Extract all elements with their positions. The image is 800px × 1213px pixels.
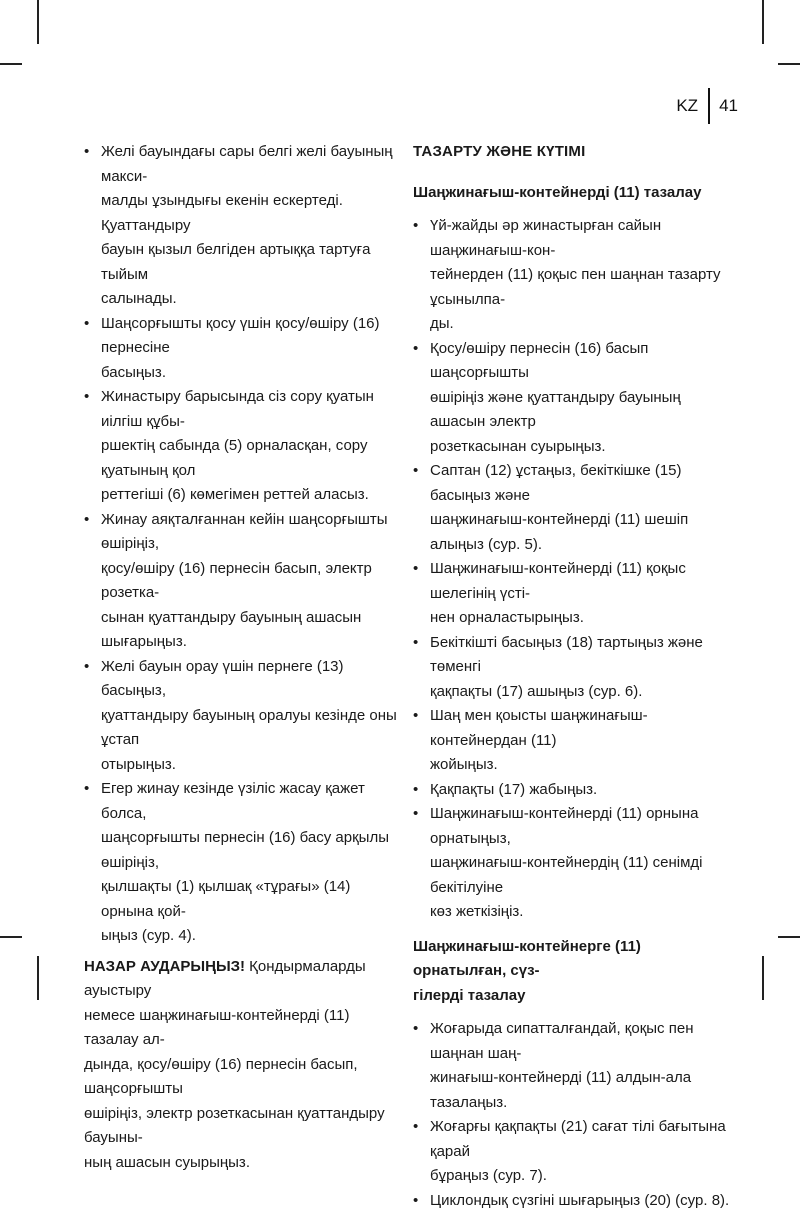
- list-item: • Шаңжинағыш-контейнерді (11) орнына орнатыңыз, шаңжинағыш-контейнердің (11) сенімді бекітілуіне көз жеткізіңіз.: [413, 802, 733, 925]
- notice-label: НАЗАР АУДАРЫҢЫЗ!: [84, 958, 245, 975]
- attention-notice: [84, 955, 402, 1176]
- filter-cleaning-list: [413, 1017, 733, 1213]
- list-item: • Үй-жайды әр жинастырған сайын шаңжинағыш-кон- тейнерден (11) қоқыс пен шаңнан тазарту ұсынылпа- ды.: [413, 214, 733, 337]
- list-item: • Саптан (12) ұстаңыз, бекіткішке (15) басыңыз және шаңжинағыш-контейнерді (11) шешіп алыңыз (сур. 5).: [413, 459, 733, 557]
- list-item: • Желі бауын орау үшін пернеге (13) басыңыз, қуаттандыру бауының оралуы кезінде оны ұстап отырыңыз.: [84, 655, 402, 778]
- page-header: [676, 88, 738, 124]
- crop-mark: [762, 0, 764, 44]
- notice-text: Қондырмаларды ауыстыру немесе шаңжинағыш-контейнерді (11) тазалау ал- дында, қосу/өшіру (16) пернесін басып, шаңсорғышты өшіріңіз, электр розеткасынан қуаттандыру бауыны- ның ашасын суырыңыз.: [84, 958, 385, 1171]
- crop-mark: [0, 63, 22, 65]
- list-item: • Шаң мен қоысты шаңжинағыш-контейнердан (11) жойыңыз.: [413, 704, 733, 778]
- list-item: • Егер жинау кезінде үзіліс жасау қажет болса, шаңсорғышты пернесін (16) басу арқылы өшіріңіз, қылшақты (1) қылшақ «тұрағы» (14) орнына қой- ыңыз (сур. 4).: [84, 777, 402, 949]
- crop-mark: [778, 936, 800, 938]
- list-item: • Желі бауындағы сары белгі желі бауының макси- малды ұзындығы екенін ескертеді. Қуаттандыру бауын қызыл белгіден артыққа тартуға тыйым салынады.: [84, 140, 402, 312]
- list-item: • Жинастыру барысында сіз сору қуатын иілгіш құбы- ршектің сабында (5) орналасқан, сору қуатының қол реттегіші (6) көмегімен реттей аласыз.: [84, 385, 402, 508]
- subsection-title: Шаңжинағыш-контейнерге (11) орнатылған, сүз- гілерді тазалау: [413, 935, 733, 1009]
- crop-mark: [37, 956, 39, 1000]
- crop-mark: [762, 956, 764, 1000]
- list-item: • Шаңжинағыш-контейнерді (11) қоқыс шелегінің үсті- нен орналастырыңыз.: [413, 557, 733, 631]
- container-cleaning-list: [413, 214, 733, 925]
- list-item: • Жинау аяқталғаннан кейін шаңсорғышты өшіріңіз, қосу/өшіру (16) пернесін басып, электр розетка- сынан қуаттандыру бауының ашасын шығарыңыз.: [84, 508, 402, 655]
- left-column: [84, 140, 402, 1190]
- list-item: • Циклондық сүзгіні шығарыңыз (20) (сур. 8).: [413, 1189, 733, 1213]
- language-code: KZ: [676, 96, 698, 116]
- subsection-title: Шаңжинағыш-контейнерді (11) тазалау: [413, 181, 733, 206]
- list-item: • Бекіткішті басыңыз (18) тартыңыз және төменгі қақпақты (17) ашыңыз (сур. 6).: [413, 631, 733, 705]
- list-item: • Жоғарыда сипатталғандай, қоқыс пен шаңнан шаң- жинағыш-контейнерді (11) алдын-ала тазалаңыз.: [413, 1017, 733, 1115]
- page-number: 41: [719, 96, 738, 116]
- crop-mark: [0, 936, 22, 938]
- header-divider: [708, 88, 710, 124]
- list-item: • Қақпақты (17) жабыңыз.: [413, 778, 733, 803]
- list-item: • Шаңсорғышты қосу үшін қосу/өшіру (16) пернесіне басыңыз.: [84, 312, 402, 386]
- right-column: [413, 140, 733, 1213]
- crop-mark: [37, 0, 39, 44]
- list-item: • Жоғарғы қақпақты (21) сағат тілі бағытына қарай бұраңыз (сур. 7).: [413, 1115, 733, 1189]
- section-title: ТАЗАРТУ ЖӘНЕ КҮТІМІ: [413, 140, 733, 165]
- crop-mark: [778, 63, 800, 65]
- usage-bullet-list: [84, 140, 402, 949]
- list-item: • Қосу/өшіру пернесін (16) басып шаңсорғышты өшіріңіз және қуаттандыру бауының ашасын электр розеткасынан суырыңыз.: [413, 337, 733, 460]
